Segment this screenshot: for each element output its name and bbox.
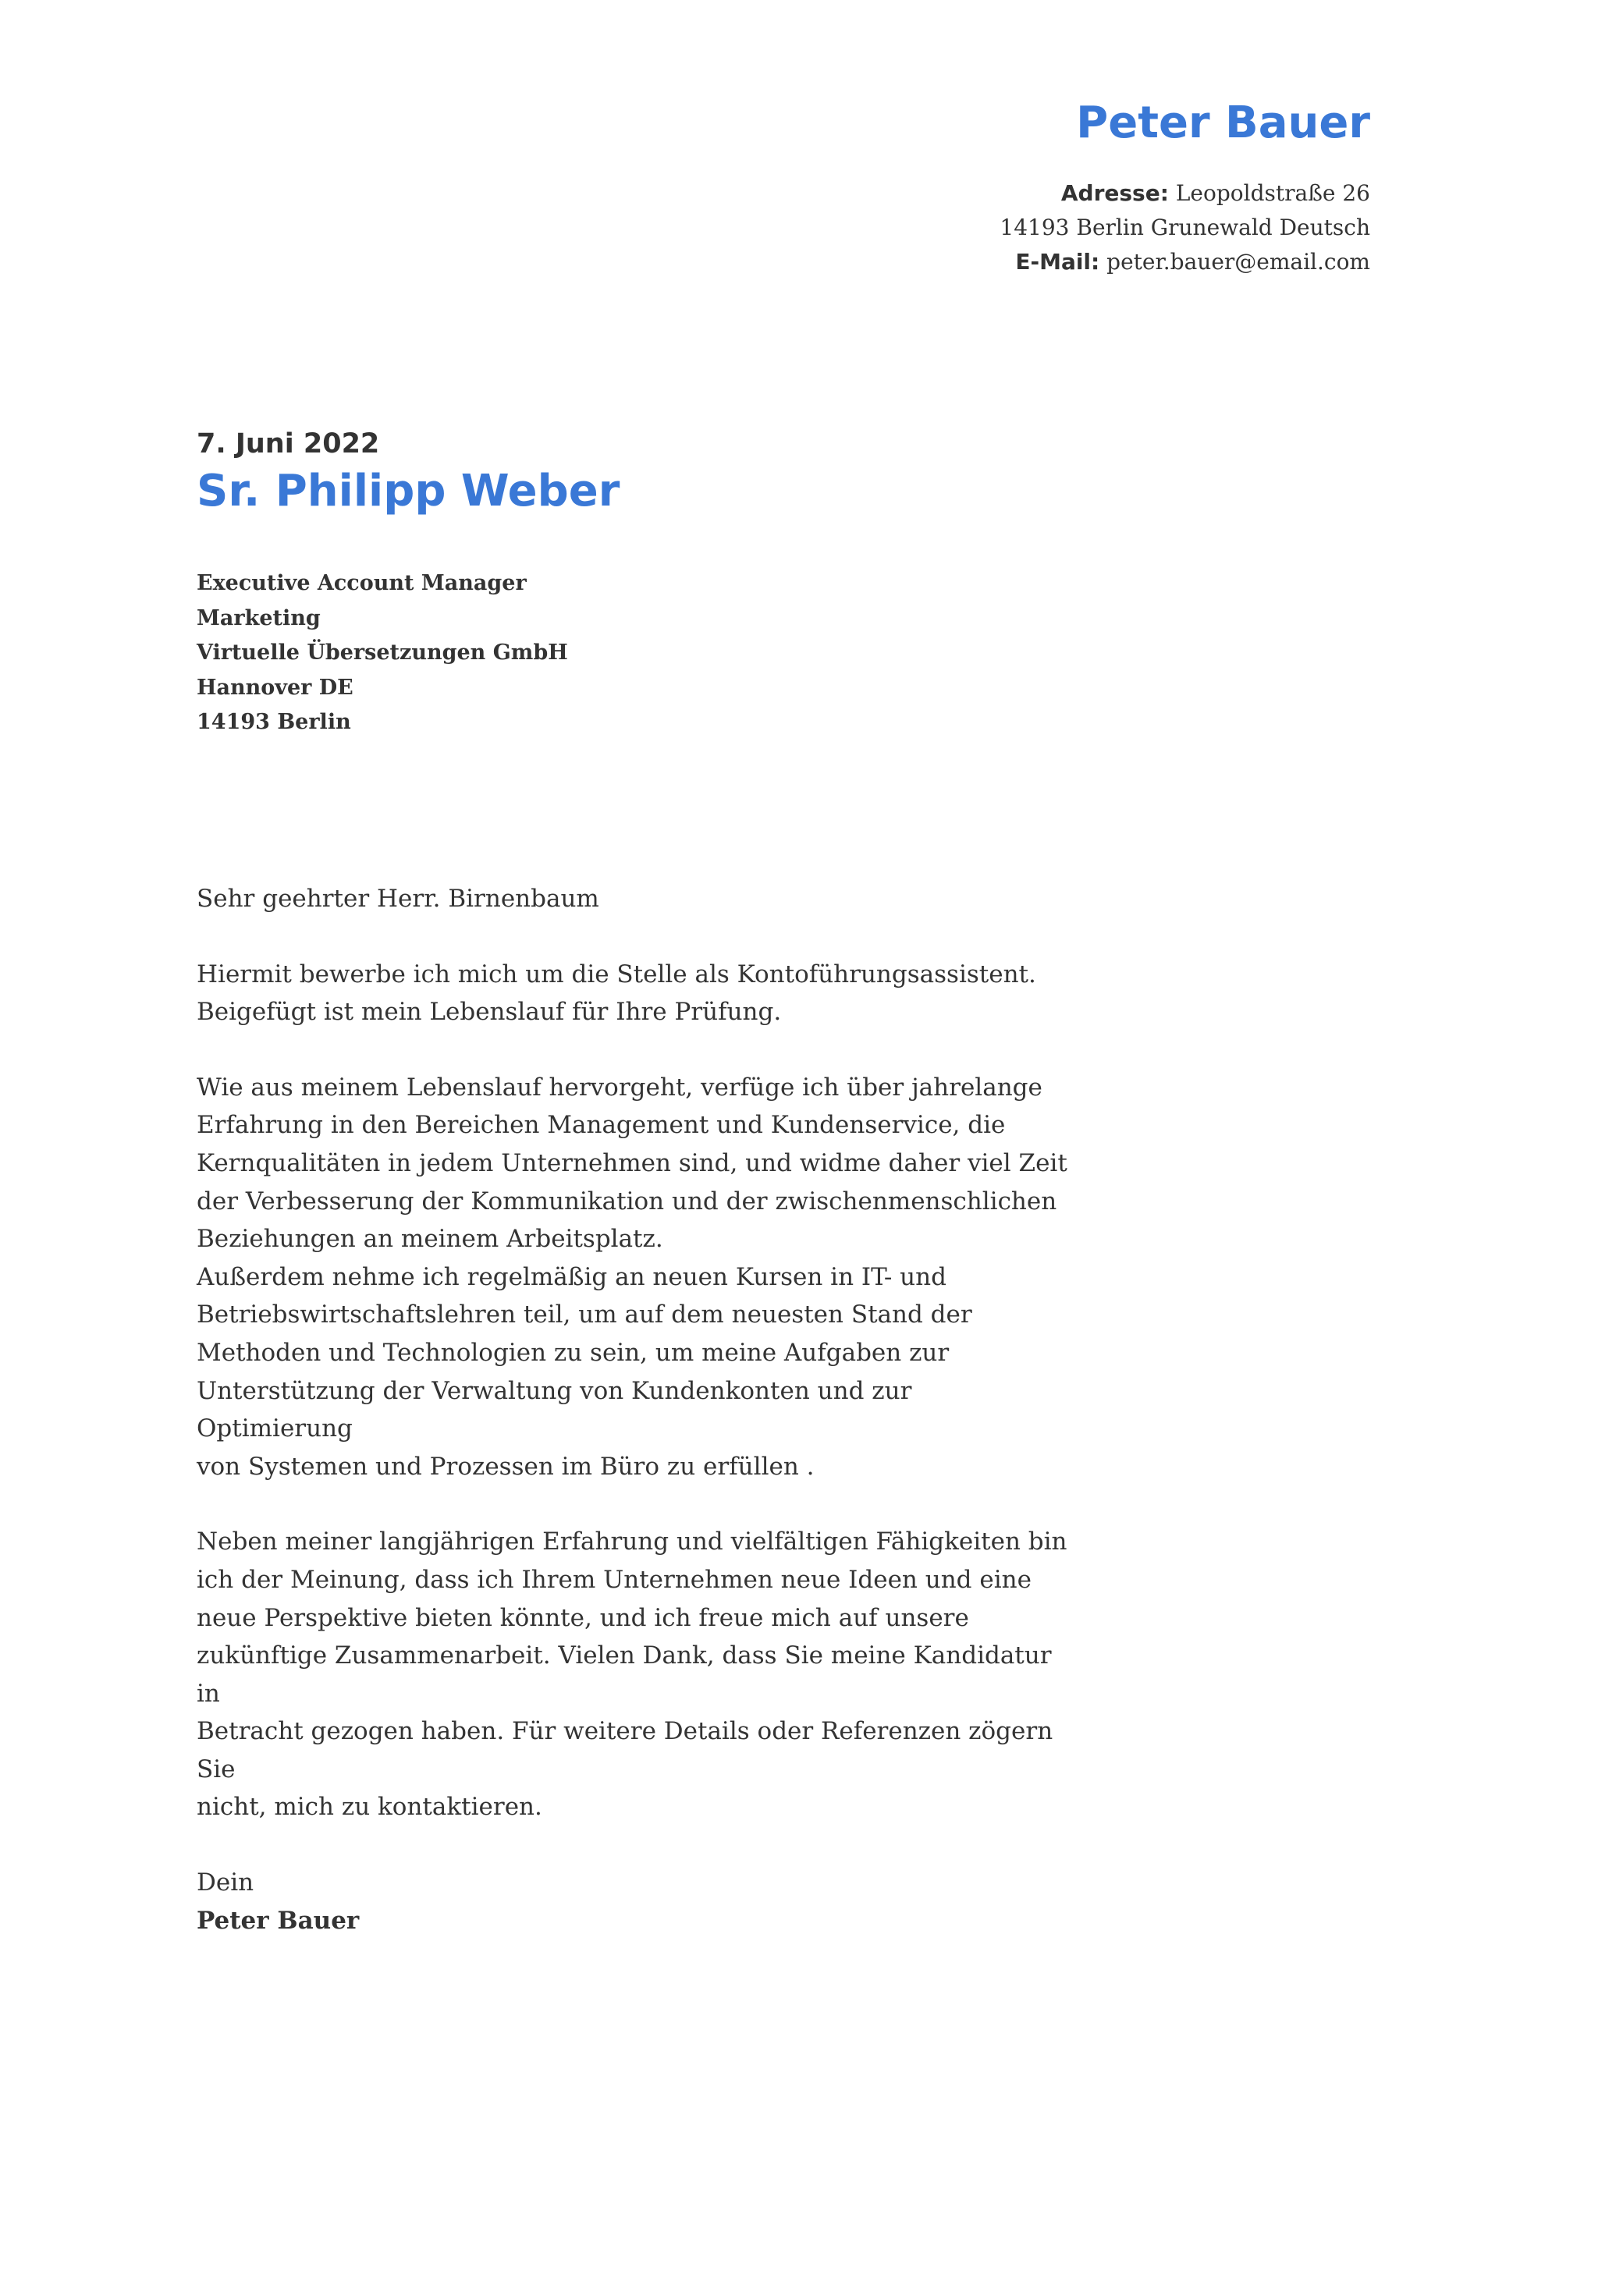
email-label: E-Mail: xyxy=(1015,249,1100,275)
paragraph-intro: Hiermit bewerbe ich mich um die Stelle als Kontoführungsassistent. Beigefügt ist mein Lebenslauf für Ihre Prüfung. xyxy=(197,960,1036,1027)
paragraph-closing: Neben meiner langjährigen Erfahrung und vielfältigen Fähigkeiten bin ich der Meinung, dass ich Ihrem Unternehmen neue Ideen und eine neue Perspektive bieten könnte, und ich freue mich auf unsere zukünftige Zusammenarbeit. Vielen Dank, dass Sie meine Kandidatur in Betracht gezogen haben. Für weitere Details oder Referenzen zögern Sie nicht, mich zu kontaktieren. xyxy=(197,1528,1067,1822)
address-street: Leopoldstraße 26 xyxy=(1175,180,1370,206)
address-label: Adresse: xyxy=(1060,180,1169,206)
signature-name: Peter Bauer xyxy=(197,1906,360,1935)
email-address[interactable]: peter.bauer@email.com xyxy=(1106,249,1370,275)
sender-name: Peter Bauer xyxy=(1076,98,1370,148)
spacer xyxy=(197,1826,1071,1864)
recipient-name: Sr. Philipp Weber xyxy=(197,466,620,516)
recipient-address-block xyxy=(197,566,568,740)
sender-header xyxy=(668,92,1370,279)
recipient-city: Hannover DE xyxy=(197,675,353,700)
recipient-company: Virtuelle Übersetzungen GmbH xyxy=(197,641,568,665)
recipient-title: Executive Account Manager xyxy=(197,571,527,595)
sender-address-line xyxy=(668,176,1370,211)
recipient-postal: 14193 Berlin xyxy=(197,710,351,734)
recipient-department: Marketing xyxy=(197,605,321,630)
salutation: Sehr geehrter Herr. Birnenbaum xyxy=(197,885,599,913)
spacer xyxy=(197,1031,1071,1069)
letter-body xyxy=(197,880,1071,1939)
spacer xyxy=(197,1485,1071,1523)
letter-date: 7. Juni 2022 xyxy=(197,428,380,460)
sender-city-line: 14193 Berlin Grunewald Deutsch xyxy=(1000,215,1370,240)
spacer xyxy=(197,918,1071,956)
closing-phrase: Dein xyxy=(197,1868,254,1897)
paragraph-experience: Wie aus meinem Lebenslauf hervorgeht, verfüge ich über jahrelange Erfahrung in den Bereichen Management und Kundenservice, die Kernqualitäten in jedem Unternehmen sind, und widme daher viel Zeit der Verbesserung der Kommunikation und der zwischenmenschlichen Beziehungen an meinem Arbeitsplatz. Außerdem nehme ich regelmäßig an neuen Kursen in IT- und Betriebswirtschaftslehren teil, um auf dem neuesten Stand der Methoden und Technologien zu sein, um meine Aufgaben zur Unterstützung der Verwaltung von Kundenkonten und zur Optimierung von Systemen und Prozessen im Büro zu erfüllen . xyxy=(197,1073,1067,1481)
sender-email-line xyxy=(668,245,1370,279)
